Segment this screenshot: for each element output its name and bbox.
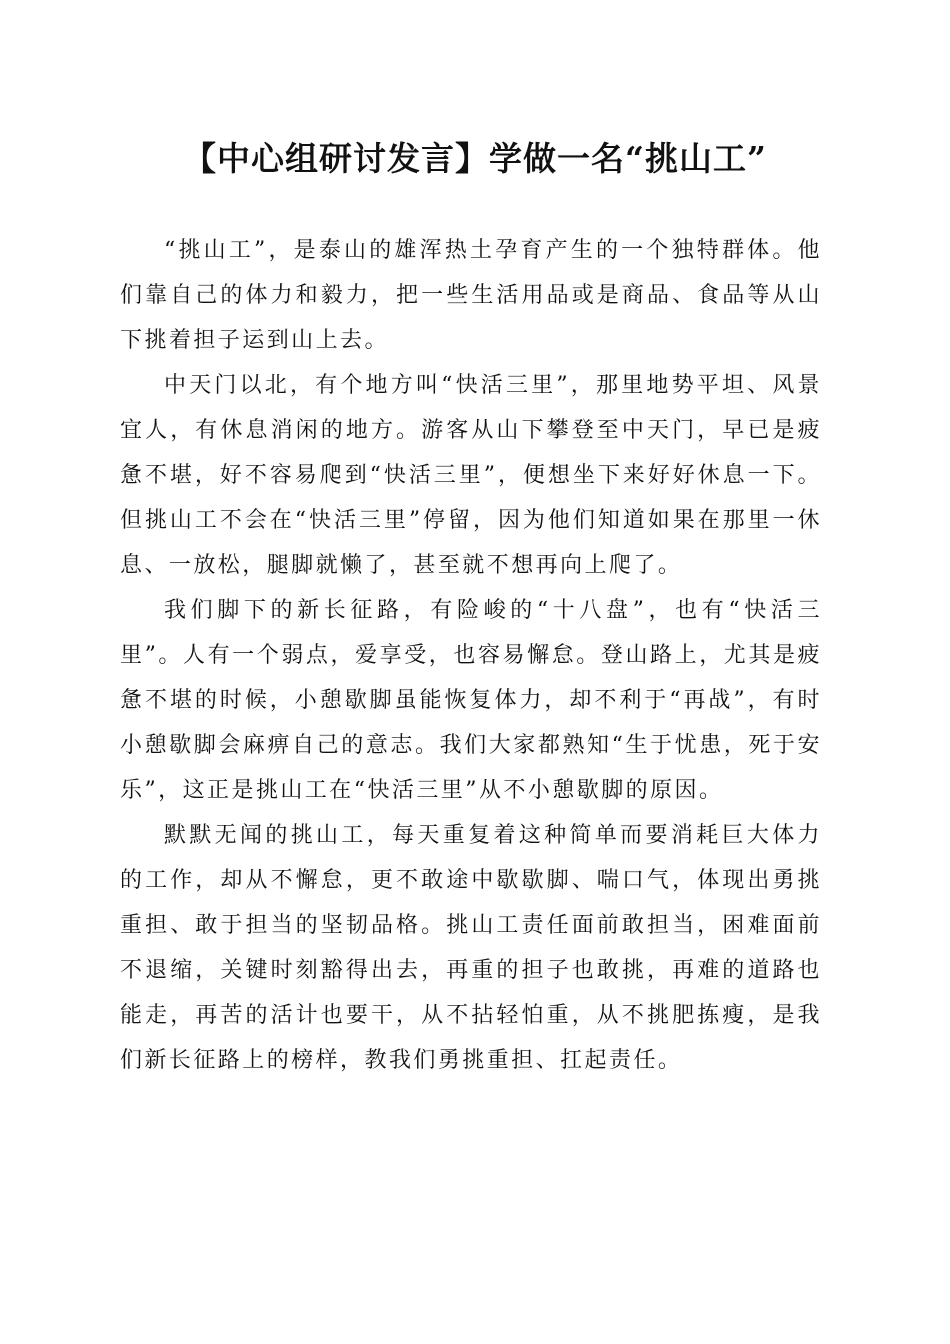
document-body xyxy=(120,228,822,1083)
paragraph-1: “挑山工”，是泰山的雄浑热土孕育产生的一个独特群体。他们靠自己的体力和毅力，把一些生活用品或是商品、食品等从山下挑着担子运到山上去。 xyxy=(120,238,822,353)
document-title: 【中心组研讨发言】学做一名“挑山工” xyxy=(183,139,767,178)
paragraph-4: 默默无闻的挑山工，每天重复着这种简单而要消耗巨大体力的工作，却从不懈怠，更不敢途中歇歇脚、喘口气，体现出勇挑重担、敢于担当的坚韧品格。挑山工责任面前敢担当，困难面前不退缩，关键时刻豁得出去，再重的担子也敢挑，再难的道路也能走，再苦的活计也要干，从不拈轻怕重，从不挑肥拣瘦，是我们新长征路上的榜样，教我们勇挑重担、扛起责任。 xyxy=(120,823,822,1073)
paragraph-2: 中天门以北，有个地方叫“快活三里”，那里地势平坦、风景宜人，有休息消闲的地方。游客从山下攀登至中天门，早已是疲惫不堪，好不容易爬到“快活三里”，便想坐下来好好休息一下。但挑山工不会在“快活三里”停留，因为他们知道如果在那里一休息、一放松，腿脚就懒了，甚至就不想再向上爬了。 xyxy=(120,373,822,578)
paragraph-3: 我们脚下的新长征路，有险峻的“十八盘”，也有“快活三里”。人有一个弱点，爱享受，也容易懈怠。登山路上，尤其是疲惫不堪的时候，小憩歇脚虽能恢复体力，却不利于“再战”，有时小憩歇脚会麻痹自己的意志。我们大家都熟知“生于忧患，死于安乐”，这正是挑山工在“快活三里”从不小憩歇脚的原因。 xyxy=(120,598,822,803)
